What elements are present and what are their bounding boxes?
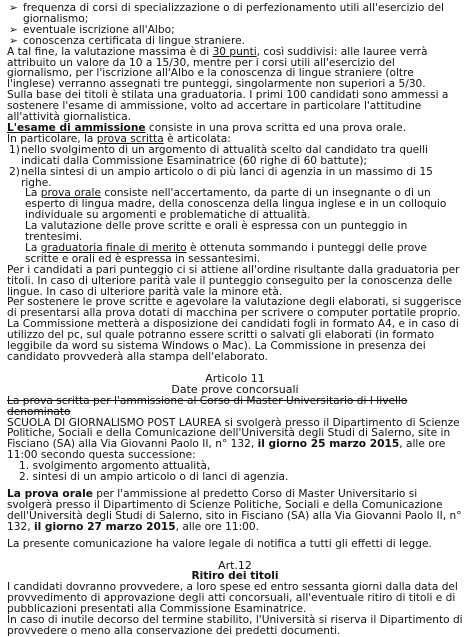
paragraph-evaluation: A tal fine, la valutazione massima è di 30 punti, così suddivisi: alle lauree verrà attribuito un valore da 10 a 15/30, mentre per i corsi utili all'esercizio del giornalismo, per l'iscrizione all'Albo e la conoscenza di lingue straniere (oltre l'inglese) verranno assegnati tre punteggi, singolarmente non superiori a 5/30.: [7, 45, 428, 91]
paragraph-ranking: Sulla base dei titoli è stilata una graduatoria. I primi 100 candidati sono ammessi a sostenere l'esame di ammissione, volto ad accertare in particolare l'attitudine all'attività giornalistica.: [7, 89, 449, 124]
paragraph-retention: In caso di inutile decorso del termine stabilito, l'Università si riserva il Dipartimento di provvedere o meno alla conservazione dei predetti documenti.: [7, 614, 463, 637]
paragraph-final-ranking: La graduatoria finale di merito è ottenuta sommando i punteggi delle prove scritte e orali ed è espressa in sessantesimi.: [25, 241, 428, 265]
paragraph-written-test: In particolare, la prova scritta è articolata:: [7, 132, 231, 145]
struck-line: La prova scritta per l'ammissione al Corso di Master Universitario di I livello denominato: [7, 394, 408, 418]
paragraph-written-date: SCUOLA DI GIORNALISMO POST LAUREA si svolgerà presso il Dipartimento di Scienze Politiche, Sociali e della Comunicazione dell'Università degli Studi di Salerno, site in Fisciano (SA) alla Via Giovanni Paolo II, n° 132, il giorno 25 marzo 2015, alle ore 11:00 secondo questa successione:: [7, 416, 460, 462]
paragraph-scoring: La valutazione delle prove scritte e orali è espressa con un punteggio in trentesimi.: [25, 220, 408, 244]
paragraph-tie-break: Per i candidati a pari punteggio ci si attiene all'ordine risultante dalla graduatoria per titoli. In caso di ulteriore parità vale il punteggio conseguito per la conoscenza delle lingue. In caso di ulteriore parità vale la minore età.: [7, 263, 460, 298]
paragraph-exam: L'esame di ammissione consiste in una prova scritta ed una prova orale.: [7, 121, 407, 134]
paragraph-equipment: Per sostenere le prove scritte e agevolare la valutazione degli elaborati, si suggerisce di presentarsi alla prova dotati di macchina per scrivere o computer portatile proprio. La Commissione metterà a disposizione dei candidati fogli in formato A4, e in caso di utilizzo del pc, sul quale potranno essere scritti o salvati gli elaborati (in formato leggibile da word su sistema Windows o Mac). La Commissione in presenza dei candidato provvederà alla stampa dell'elaborato.: [7, 296, 462, 363]
paragraph-legal-notice: La presente comunicazione ha valore legale di notifica a tutti gli effetti di legge.: [7, 537, 432, 550]
article-12-subtitle: Ritiro dei titoli: [191, 570, 279, 583]
list-item: ➢ eventuale iscrizione all'Albo;: [9, 23, 175, 36]
arrow-bullet-icon: ➢: [9, 23, 18, 36]
paragraph-oral-date: La prova orale per l'ammissione al predetto Corso di Master Universitario si svolgerà presso il Dipartimento di Scienze Politiche, Sociali e della Comunicazione dell'Università degli Studi di Salerno, sito in Fisciano (SA) alla Via Giovanni Paolo II, n° 132, il giorno 27 marzo 2015, alle ore 11:00.: [7, 487, 462, 533]
numbered-item: 1) nello svolgimento di un argomento di attualità scelto dal candidato tra quelli indicati dalla Commissione Esaminatrice (60 righe di 60 battute);: [9, 143, 429, 167]
article-11-title: Articolo 11: [205, 371, 265, 385]
article-11-subtitle: Date prove concorsuali: [171, 382, 299, 396]
arrow-bullet-icon: ➢: [9, 2, 18, 14]
paragraph-oral-test: La prova orale consiste nell'accertamento, da parte di un insegnante o di un esperto di lingua madre, della conoscenza della lingua inglese e in un colloquio individuale su argomenti e problematiche di attualità.: [25, 187, 447, 222]
article-12-title: Art.12: [218, 558, 252, 572]
numbered-item: 2) nella sintesi di un ampio articolo o di più lanci di agenzia in un massimo di 15 righe.: [9, 165, 433, 189]
list-item: ➢ frequenza di corsi di specializzazione o di perfezionamento utili all'esercizio del giornalismo;: [9, 2, 444, 25]
paragraph-withdrawal: I candidati dovranno provvedere, a loro spese ed entro sessanta giorni dalla data del provvedimento di approvazione degli atti concorsuali, all'eventuale ritiro di titoli e di pubblicazioni presentati alla Commissione Esaminatrice.: [7, 581, 458, 616]
list-item: 1. svolgimento argomento attualità,: [19, 460, 211, 473]
list-item: ➢ conoscenza certificata di lingue straniere.: [9, 34, 245, 47]
test-sequence-list: [7, 461, 463, 483]
list-item: 2. sintesi di un ampio articolo o di lanci di agenzia.: [19, 471, 289, 484]
arrow-bullet-icon: ➢: [9, 34, 18, 47]
